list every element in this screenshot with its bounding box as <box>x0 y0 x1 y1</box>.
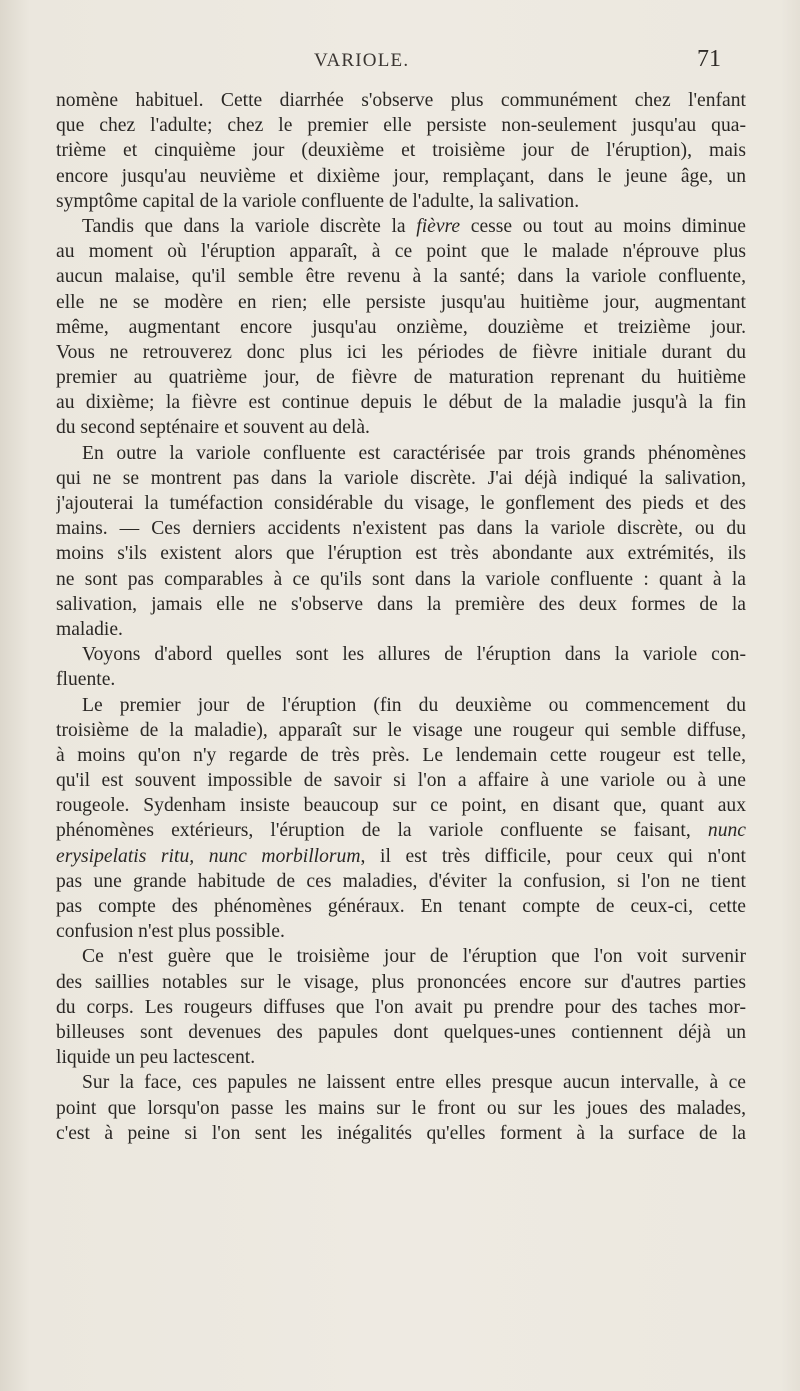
text-line: pas compte des phénomènes généraux. En tenant compte de ceux-ci, cette <box>56 896 746 917</box>
text-line-with-italic: erysipelatis ritu, nunc morbillorum, il est très difficile, pour ceux qui n'ont <box>56 845 746 867</box>
running-title: VARIOLE. <box>314 50 410 71</box>
page-number: 71 <box>697 46 721 72</box>
text-line: des saillies notables sur le visage, plus prononcées encore sur d'autres parties <box>56 971 746 993</box>
text-line: moins s'ils existent alors que l'éruption est très abondante aux extrémités, ils <box>56 543 746 565</box>
paragraph <box>56 944 746 1070</box>
text-line: du second septénaire et souvent au delà. <box>56 417 370 439</box>
text-line: maladie. <box>56 618 123 640</box>
text-line: trième et cinquième jour (deuxième et troisième jour de l'éruption), mais <box>56 140 746 162</box>
paragraph <box>56 441 746 643</box>
text-line: au moment où l'éruption apparaît, à ce point que le malade n'éprouve plus <box>56 241 746 263</box>
text-line-with-italic: phénomènes extérieurs, l'éruption de la variole confluente se faisant, nunc <box>56 820 746 842</box>
text-line: billeuses sont devenues des papules dont quelques-unes contiennent déjà un <box>56 1021 746 1043</box>
text-line: pas une grande habitude de ces maladies, d'éviter la confusion, si l'on ne tient <box>56 870 746 892</box>
text-line: symptôme capital de la variole confluente de l'adulte, la salivation. <box>56 190 580 212</box>
text-line: même, augmentant encore jusqu'au onzième, douzième et treizième jour. <box>56 316 746 338</box>
text-line: Tandis que dans la variole discrète la fièvre cesse ou tout au moins diminue <box>82 215 746 237</box>
text-line: elle ne se modère en rien; elle persiste jusqu'au huitième jour, augmentant <box>56 291 746 313</box>
paragraph <box>56 693 746 945</box>
text-line: Voyons d'abord quelles sont les allures de l'éruption dans la variole con- <box>82 644 746 666</box>
text-line: fluente. <box>56 669 116 691</box>
text-line: troisième de la maladie), apparaît sur le visage une rougeur qui semble diffuse, <box>56 719 746 741</box>
text-line: à moins qu'on n'y regarde de très près. Le lendemain cette rougeur est telle, <box>56 744 746 766</box>
paragraph <box>56 1070 746 1146</box>
text-line: En outre la variole confluente est caractérisée par trois grands phénomènes <box>82 442 746 464</box>
text-line: du corps. Les rougeurs diffuses que l'on avait pu prendre pour des taches mor- <box>56 996 746 1018</box>
text-line: encore jusqu'au neuvième et dixième jour, remplaçant, dans le jeune âge, un <box>56 165 746 187</box>
text-line: mains. — Ces derniers accidents n'existent pas dans la variole discrète, ou du <box>56 518 746 540</box>
text-line: que chez l'adulte; chez le premier elle persiste non-seulement jusqu'au qua- <box>56 115 746 137</box>
text-line: qui ne se montrent pas dans la variole discrète. J'ai déjà indiqué la salivation, <box>56 467 746 489</box>
text-line: Vous ne retrouverez donc plus ici les périodes de fièvre initiale durant du <box>56 341 746 363</box>
text-line: nomène habituel. Cette diarrhée s'observe plus communément chez l'enfant <box>56 90 746 111</box>
text-line: c'est à peine si l'on sent les inégalités qu'elles forment à la surface de la <box>56 1122 746 1144</box>
body-text <box>56 88 746 1146</box>
text-line: premier au quatrième jour, de fièvre de maturation reprenant du huitième <box>56 367 746 389</box>
paragraph <box>56 214 746 441</box>
text-line: confusion n'est plus possible. <box>56 921 285 943</box>
text-line: aucun malaise, qu'il semble être revenu à la santé; dans la variole confluente, <box>56 266 746 288</box>
text-line: liquide un peu lactescent. <box>56 1047 256 1069</box>
text-line: Ce n'est guère que le troisième jour de l'éruption que l'on voit survenir <box>82 946 746 968</box>
text-line: salivation, jamais elle ne s'observe dans la première des deux formes de la <box>56 593 746 615</box>
text-line: point que lorsqu'on passe les mains sur le front ou sur les joues des malades, <box>56 1097 746 1119</box>
text-line: rougeole. Sydenham insiste beaucoup sur ce point, en disant que, quant aux <box>56 795 746 817</box>
paragraph <box>56 88 746 214</box>
text-line: ne sont pas comparables à ce qu'ils sont dans la variole confluente : quant à la <box>56 568 746 590</box>
text-line: Sur la face, ces papules ne laissent entre elles presque aucun intervalle, à ce <box>82 1072 746 1094</box>
text-line: Le premier jour de l'éruption (fin du deuxième ou commencement du <box>82 694 746 716</box>
text-line: j'ajouterai la tuméfaction considérable du visage, le gonflement des pieds et des <box>56 493 746 514</box>
paragraph <box>56 642 746 692</box>
text-line: au dixième; la fièvre est continue depuis le début de la maladie jusqu'à la fin <box>56 392 746 414</box>
text-line: qu'il est souvent impossible de savoir si l'on a affaire à une variole ou à une <box>56 770 746 792</box>
running-head <box>0 46 800 80</box>
